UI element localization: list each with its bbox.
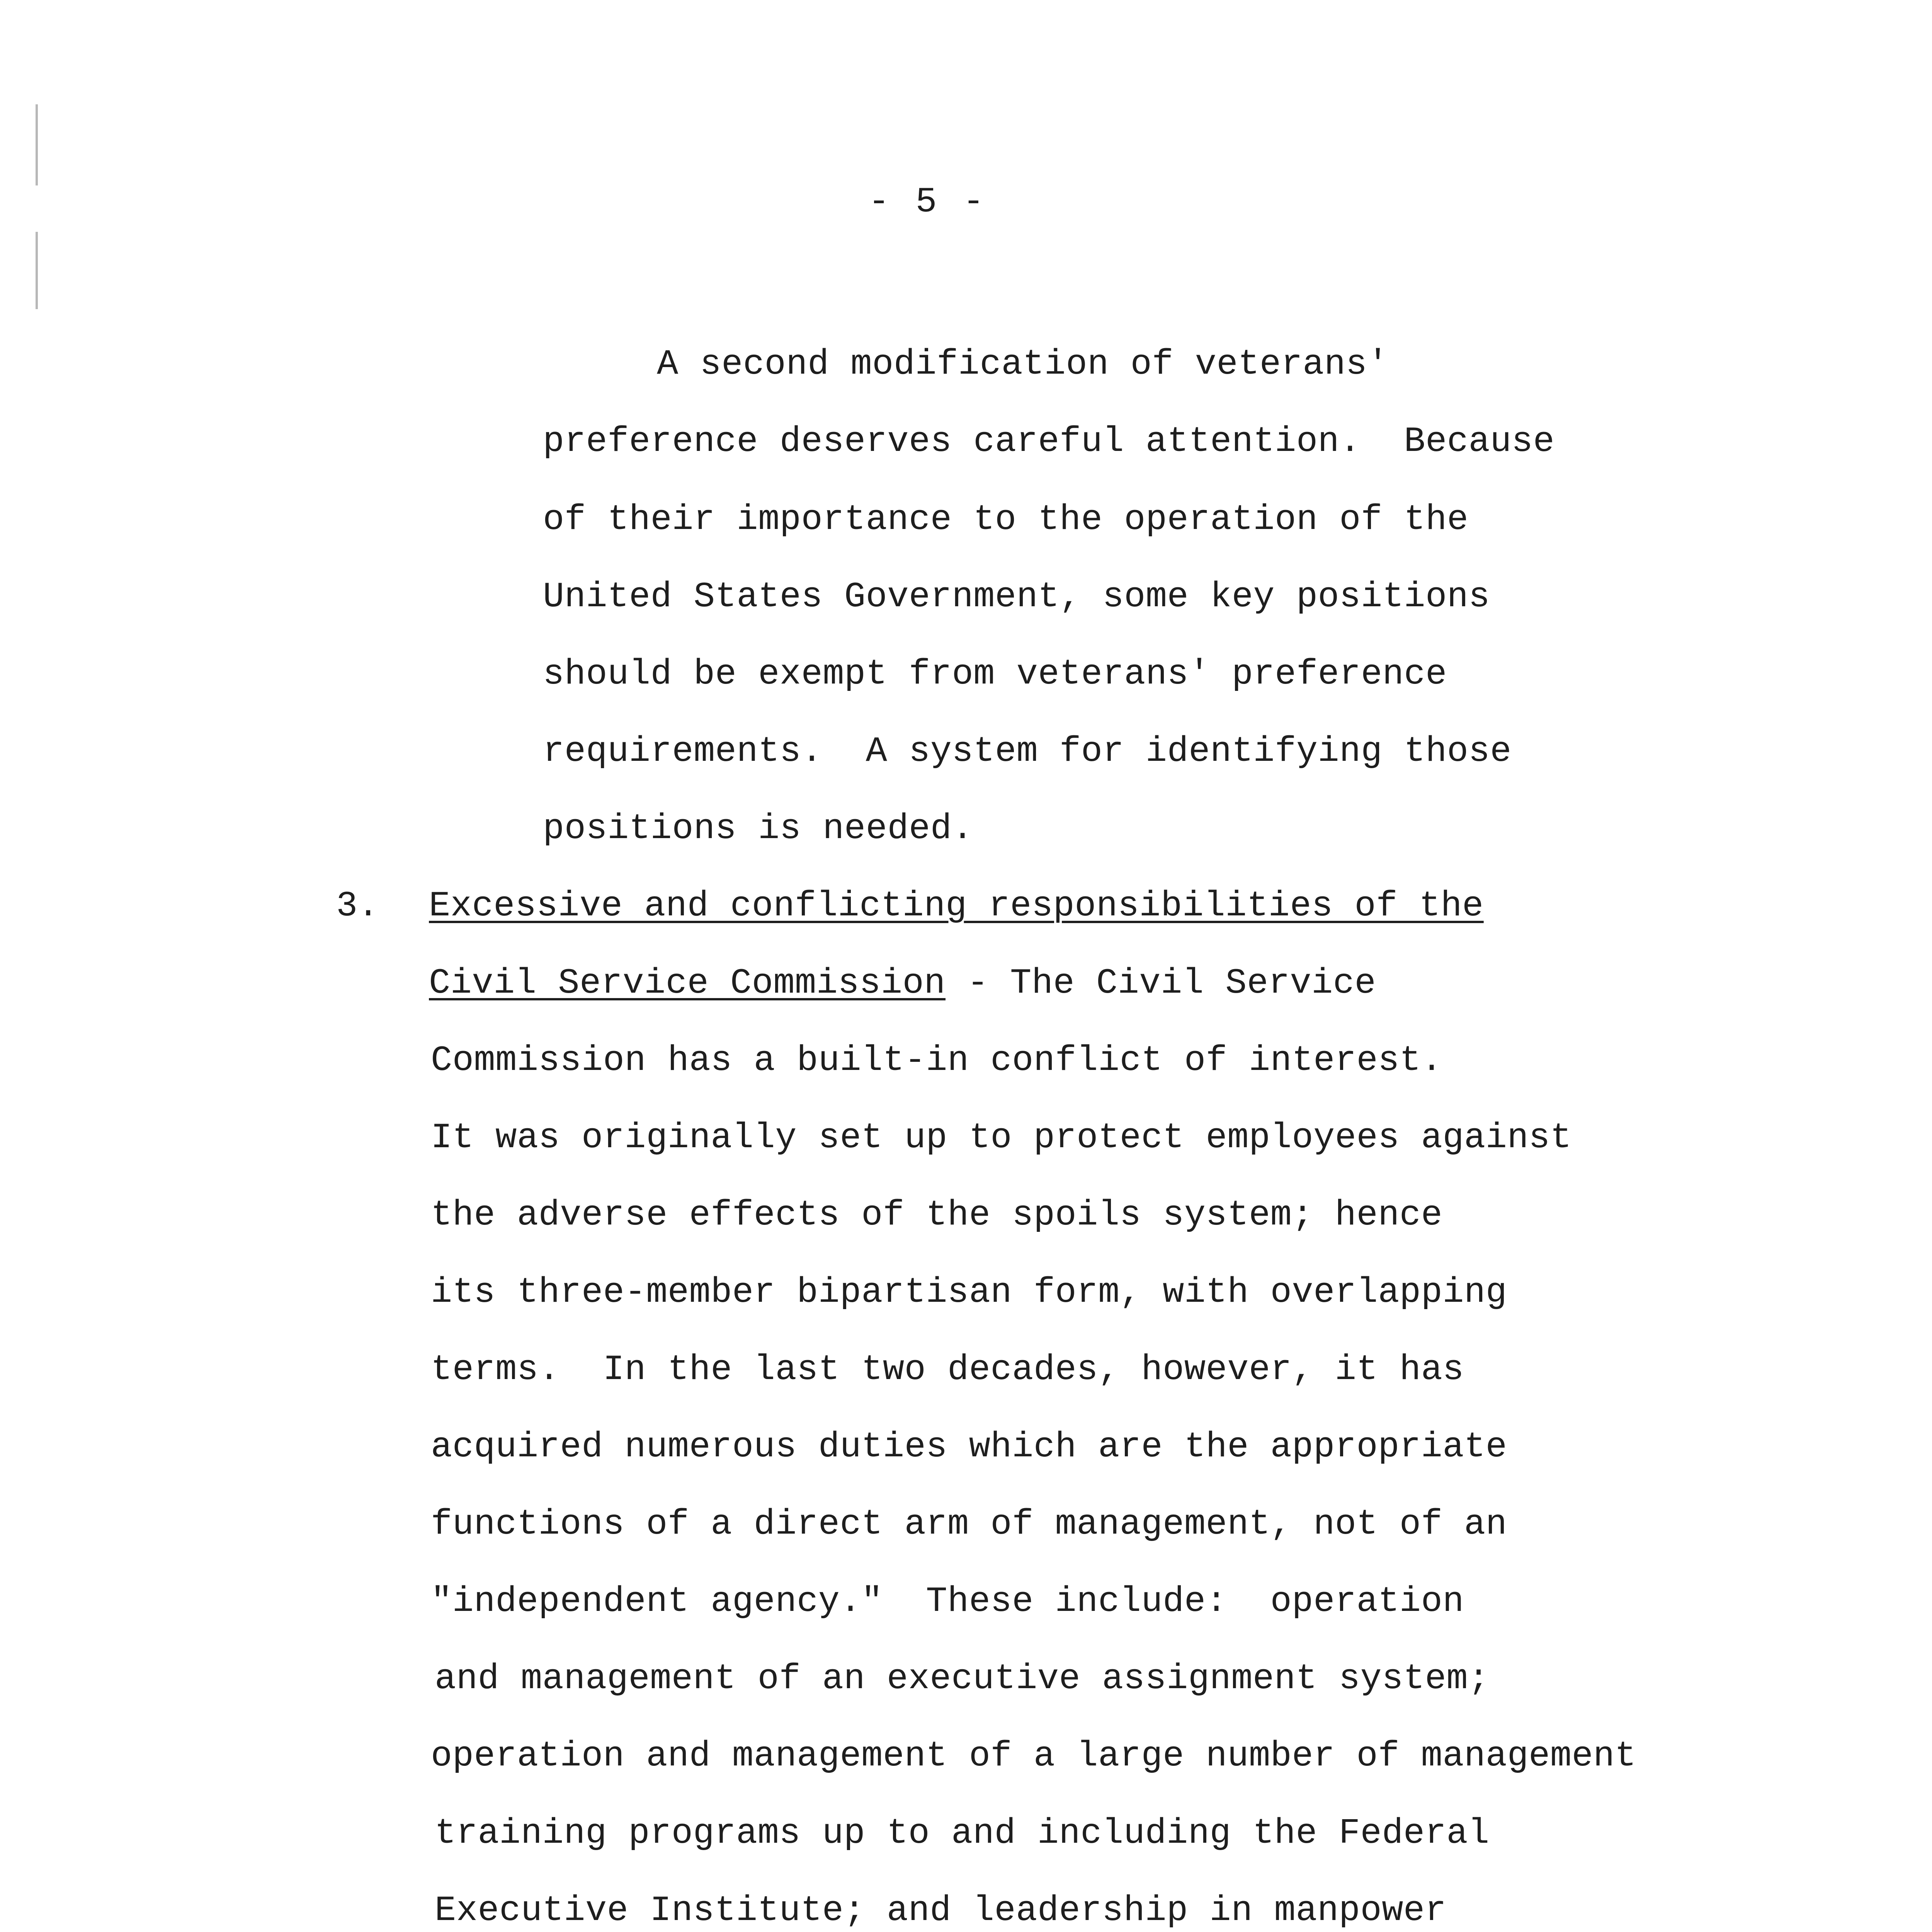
scan-edge-mark [36, 232, 38, 309]
item-heading-line [429, 962, 1376, 1005]
page-number: - 5 - [868, 182, 987, 222]
text-line: training programs up to and including the Federal [435, 1813, 1490, 1854]
text-line: functions of a direct arm of management, not of an [431, 1504, 1507, 1544]
scan-edge-mark [36, 104, 38, 185]
text-line: acquired numerous duties which are the appropriate [431, 1427, 1507, 1467]
text-line: terms. In the last two decades, however, it has [431, 1349, 1464, 1390]
text-line: "independent agency." These include: operation [431, 1581, 1464, 1622]
text-line: should be exempt from veterans' preference [543, 654, 1447, 694]
text-line: of their importance to the operation of the [543, 499, 1469, 540]
item-heading: Excessive and conflicting responsibilities of the [429, 886, 1484, 926]
text-line: A second modification of veterans' [657, 344, 1389, 384]
text-line: its three-member bipartisan form, with overlapping [431, 1272, 1507, 1313]
text-line: Commission has a built-in conflict of interest. [431, 1040, 1443, 1081]
item-heading-continued: Civil Service Commission [429, 963, 946, 1003]
text-line: requirements. A system for identifying those [543, 731, 1512, 772]
item-number: 3. [336, 886, 379, 926]
text-line: the adverse effects of the spoils system; hence [431, 1195, 1443, 1235]
text-line: and management of an executive assignment system; [435, 1658, 1490, 1699]
item-heading-tail: - The Civil Service [946, 963, 1376, 1003]
text-line: United States Government, some key positions [543, 577, 1490, 617]
text-line: It was originally set up to protect employees against [431, 1117, 1572, 1158]
text-line: Executive Institute; and leadership in manpower [435, 1890, 1447, 1931]
text-line: operation and management of a large number of management [431, 1736, 1636, 1776]
text-line: preference deserves careful attention. Because [543, 421, 1555, 462]
text-line: positions is needed. [543, 808, 974, 849]
